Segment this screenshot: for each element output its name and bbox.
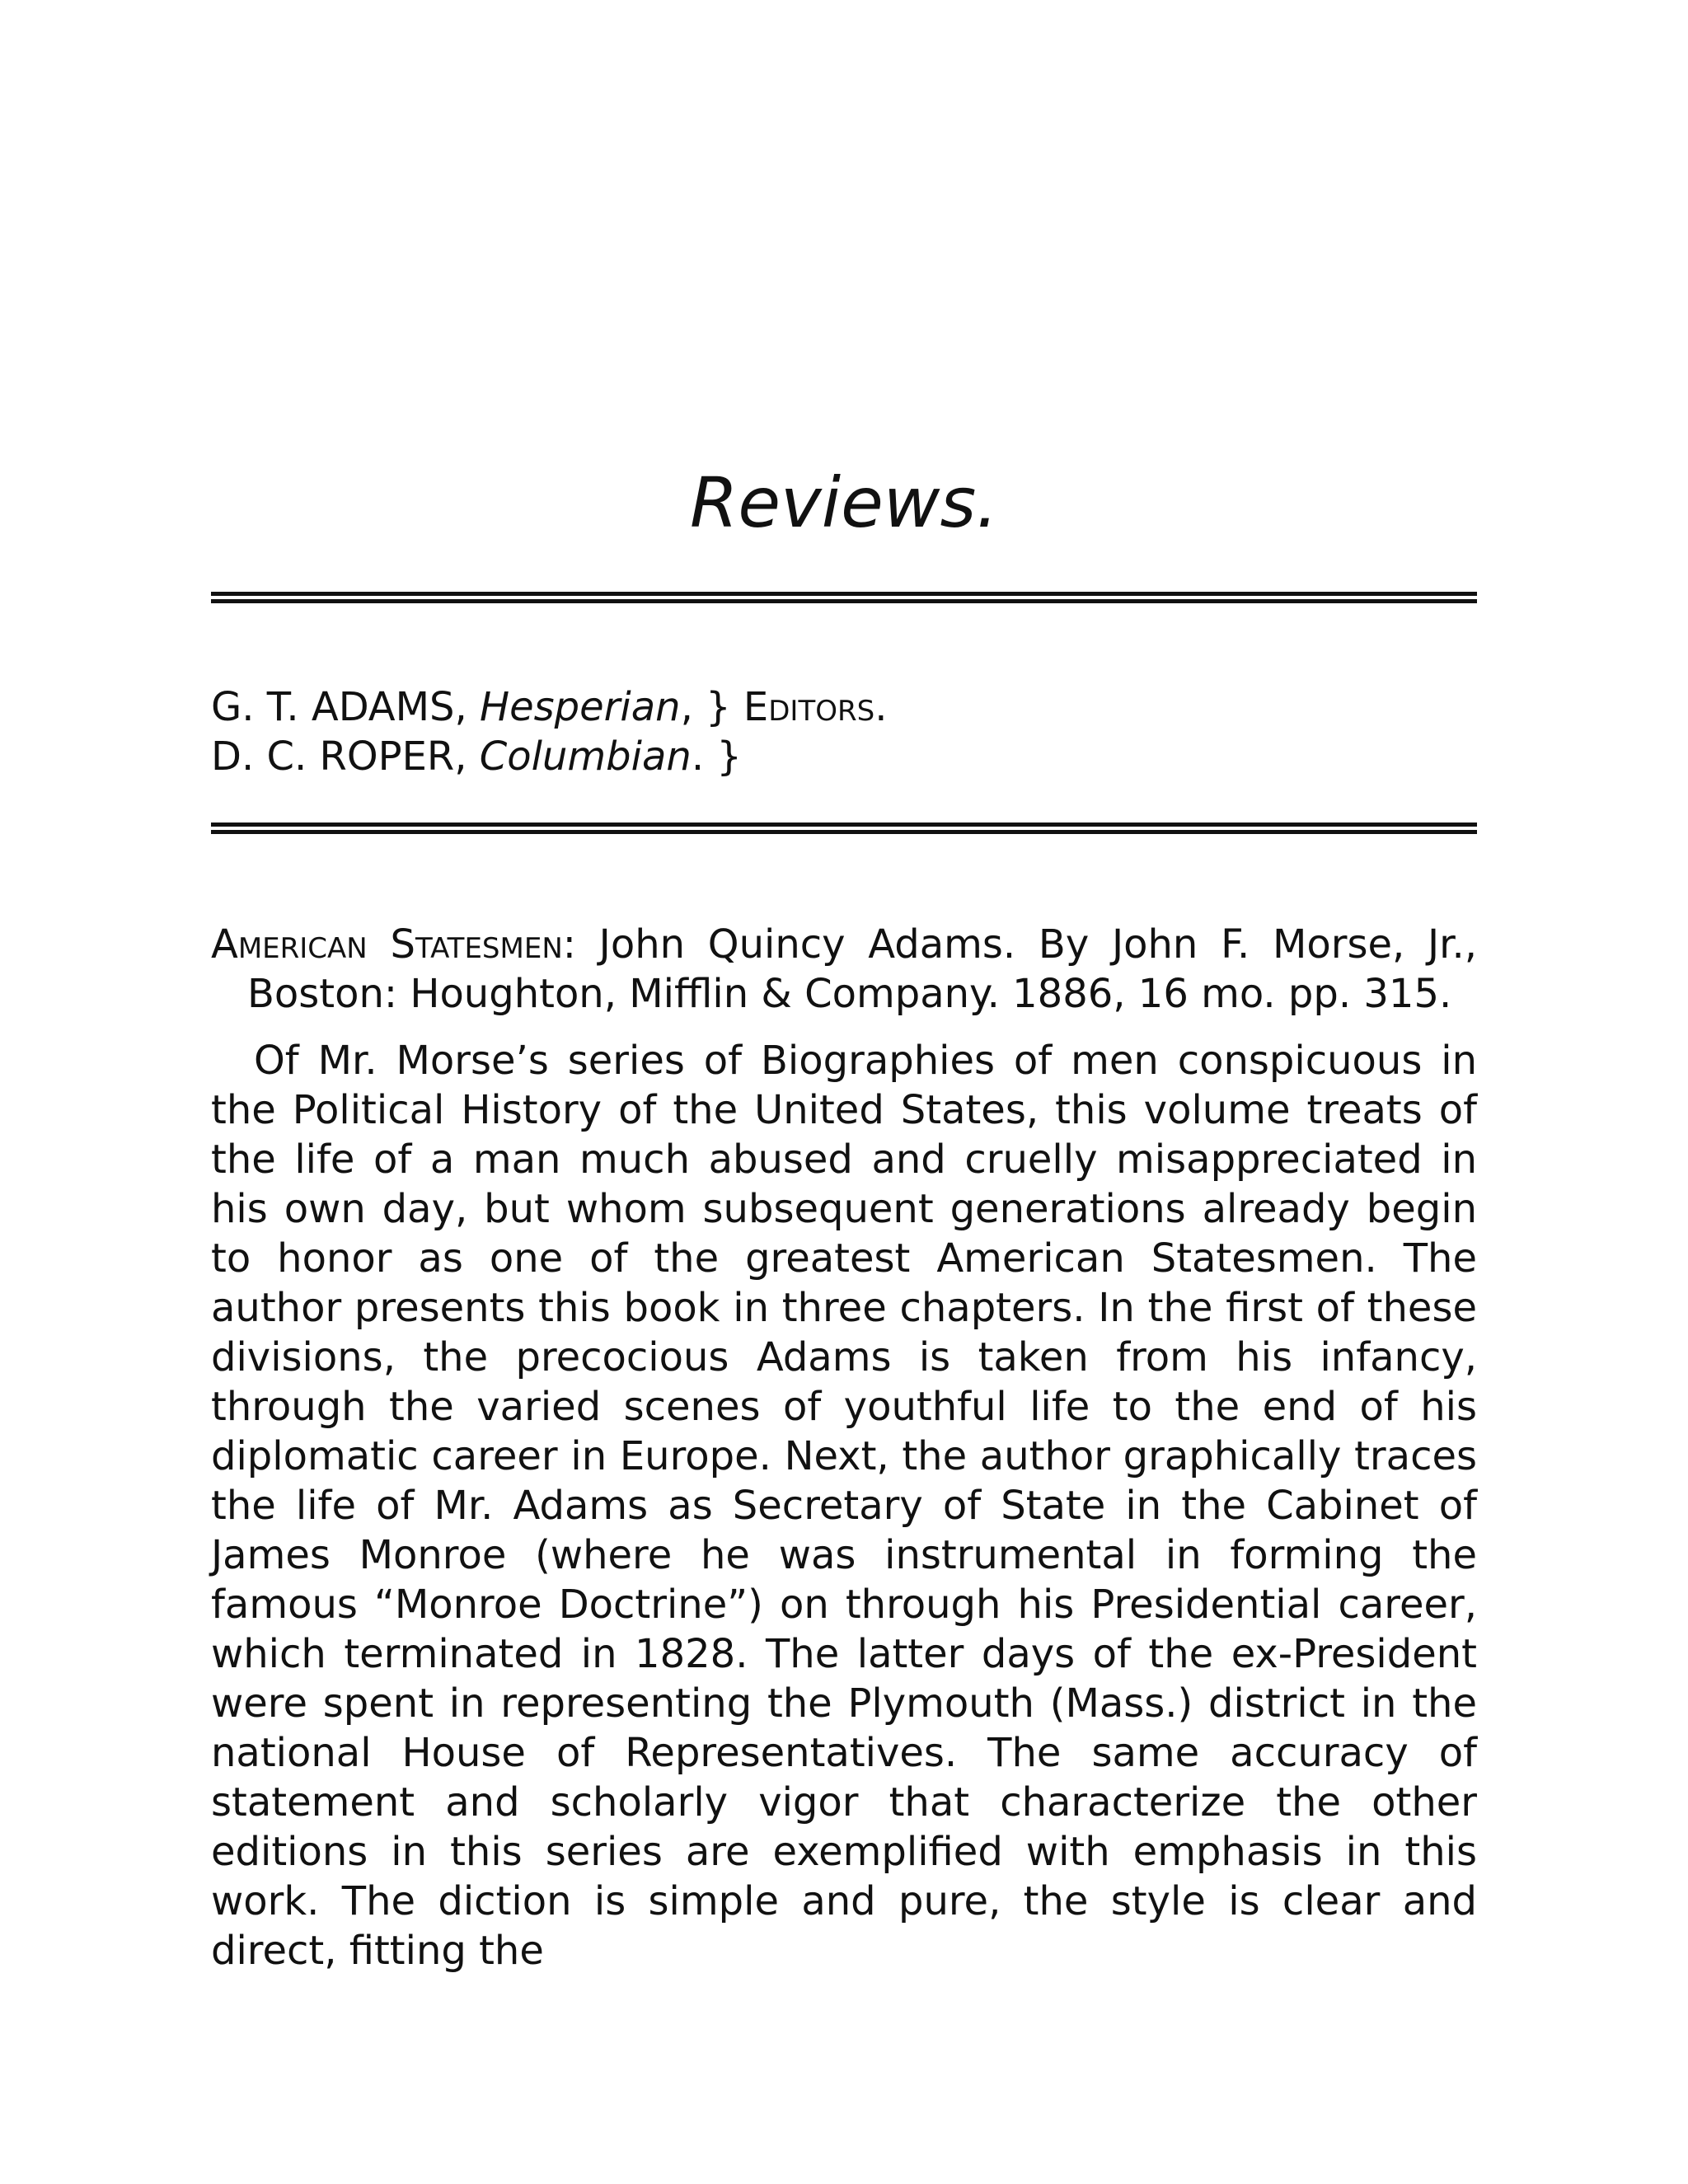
editor-2-name: D. C. ROPER, (211, 733, 480, 780)
double-rule-top (211, 592, 1477, 603)
editor-line-1 (211, 682, 887, 732)
editor-1-name: G. T. ADAMS, (211, 684, 481, 730)
review-body-text: Of Mr. Morse’s series of Biographies of men conspicuous in the Political History of the United States, this volume treats of the life of a man much abused and cruelly misappreciated in his own day, but whom subsequent generations already begin to honor as one of the greatest American Statesmen. The author presents this book in three chapters. In the first of these divisions, the precocious Adams is taken from his infancy, through the varied scenes of youthful life to the end of his diplomatic career in Europe. Next, the author graphically traces the life of Mr. Adams as Secretary of State in the Cabinet of James Monroe (where he was instrumental in forming the famous “Monroe Doctrine”) on through his Presidential career, which terminated in 1828. The latter days of the ex-President were spent in representing the Plymouth (Mass.) district in the national House of Representatives. The same accuracy of statement and scholarly vigor that characterize the other editions in this series are exemplified with emphasis in this work. The diction is simple and pure, the style is clear and direct, fitting the (211, 1038, 1477, 1974)
editor-line-2 (211, 732, 887, 781)
double-rule-bottom (211, 823, 1477, 834)
review-book-title: : John Quincy Adams. By John F. Morse, Jr., (562, 921, 1478, 968)
editors-block (211, 682, 887, 781)
editor-2-brace: . } (691, 733, 742, 780)
editor-1-society: Hesperian (480, 684, 681, 730)
editor-2-society: Columbian (479, 733, 692, 780)
review-heading-line-1 (211, 920, 1477, 969)
review-heading (211, 920, 1477, 1019)
review-publication: Boston: Houghton, Mifflin & Company. 1886, 16 mo. pp. 315. (247, 971, 1452, 1017)
review-series: American Statesmen (211, 921, 563, 968)
editors-label: Editors (743, 684, 875, 730)
editor-1-brace: , } (680, 684, 743, 730)
editors-label-end: . (874, 684, 888, 730)
page-title: Reviews. (690, 462, 998, 543)
